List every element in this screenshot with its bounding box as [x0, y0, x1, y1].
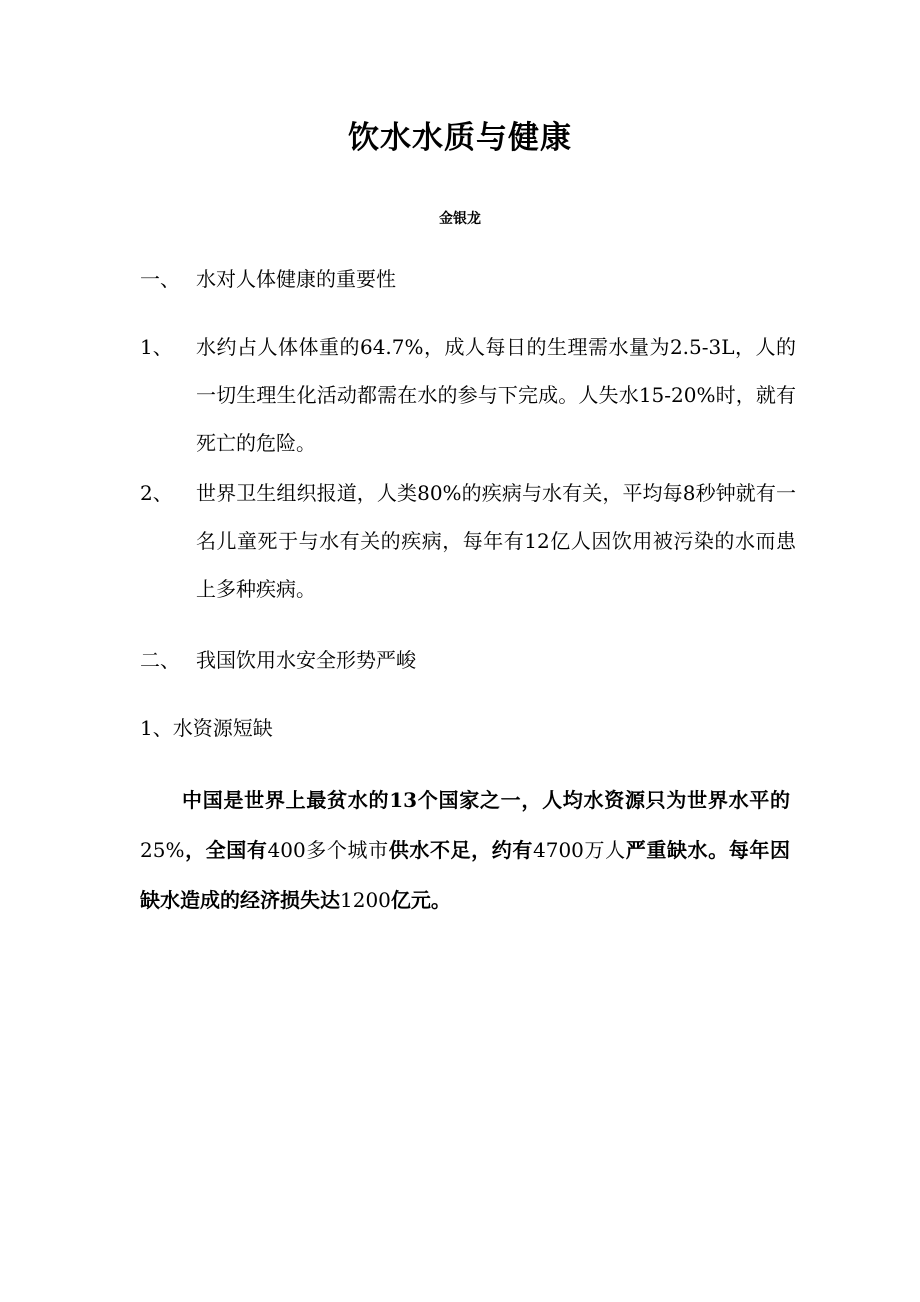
text-run: ，全国有 — [184, 838, 268, 862]
text-run: 个国家之一，人均水资源只为世界水平的 — [417, 788, 791, 812]
body-paragraph — [140, 775, 790, 925]
section-heading-1 — [140, 264, 396, 294]
text-run: 13 — [389, 788, 418, 812]
section-number: 一、 — [140, 267, 180, 291]
section-heading-text: 我国饮用水安全形势严峻 — [196, 648, 416, 672]
subsection-heading: 1、水资源短缺 — [140, 716, 273, 740]
list-item-number: 1、 — [140, 335, 173, 359]
list-item-text: 水约占人体体重的64.7%，成人每日的生理需水量为2.5-3L，人的一切生理生化活动都需在水的参与下完成。人失水15-20%时，就有死亡的危险。 — [196, 335, 796, 455]
text-run: 400 — [267, 838, 306, 862]
text-run: 25% — [140, 838, 185, 862]
section-heading-2 — [140, 645, 416, 675]
text-run: 万人 — [583, 838, 626, 862]
text-run: 亿元。 — [390, 888, 451, 912]
text-run: 多个城市 — [305, 838, 389, 862]
text-run: 1200 — [340, 888, 391, 912]
author-name: 金银龙 — [439, 211, 481, 227]
document-title: 饮水水质与健康 — [348, 120, 572, 156]
text-run: 严重缺水。每年因缺水造成的经济损失达 — [140, 838, 790, 912]
list-item — [140, 469, 800, 613]
text-run: 供水不足，约有 — [388, 838, 533, 862]
section-heading-text: 水对人体健康的重要性 — [196, 267, 396, 291]
section-number: 二、 — [140, 648, 180, 672]
list-item-text: 世界卫生组织报道，人类80%的疾病与水有关，平均每8秒钟就有一名儿童死于与水有关的疾病，每年有12亿人因饮用被污染的水而患上多种疾病。 — [196, 481, 796, 601]
text-run: 中国是世界上最贫水的 — [182, 788, 390, 812]
list-item — [140, 323, 800, 467]
text-run: 4700 — [533, 838, 584, 862]
list-item-number: 2、 — [140, 481, 173, 505]
